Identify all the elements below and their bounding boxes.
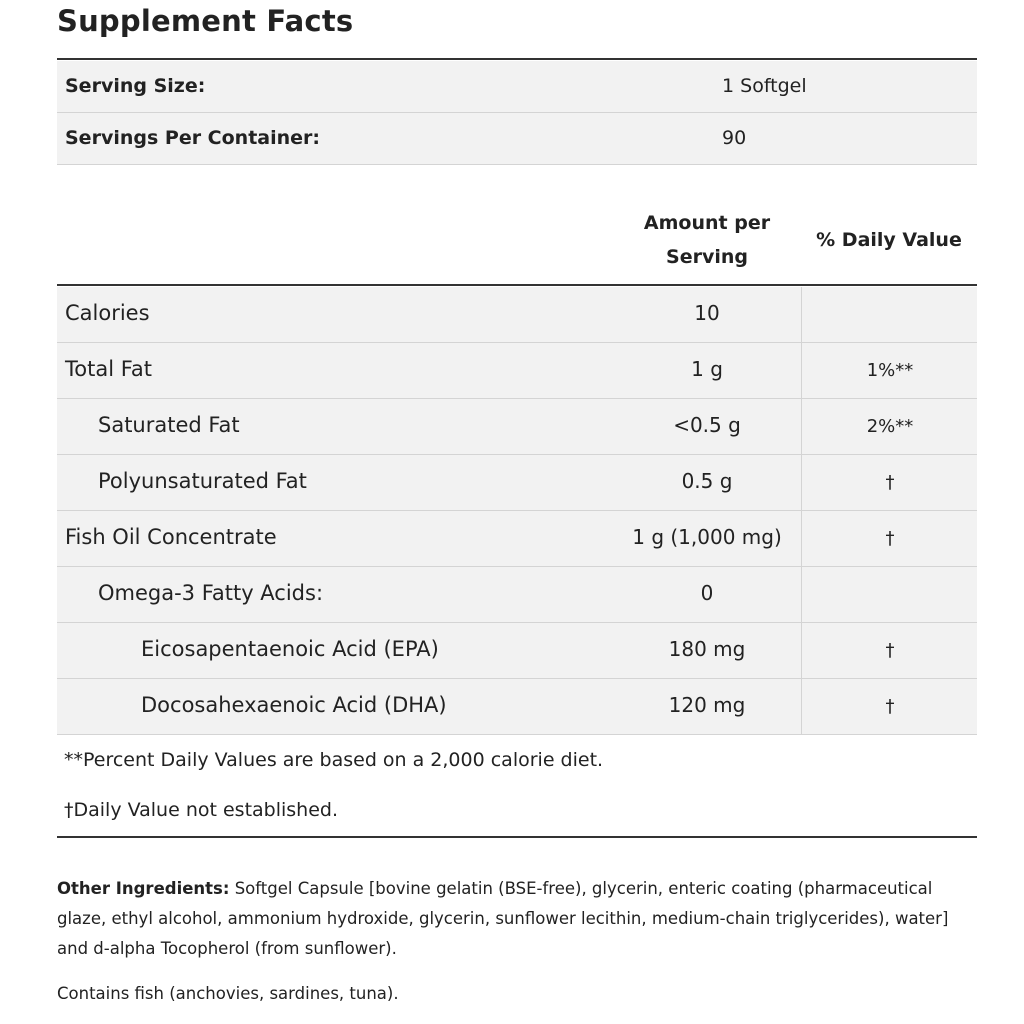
header-divider <box>57 284 977 286</box>
nutrient-name: Calories <box>65 301 150 325</box>
servings-per-container-value: 90 <box>722 127 747 149</box>
page-title: Supplement Facts <box>57 4 354 38</box>
nutrient-name: Saturated Fat <box>98 413 240 437</box>
nutrient-amount: 1 g (1,000 mg) <box>632 525 782 549</box>
table-row <box>57 455 977 511</box>
table-row <box>57 511 977 567</box>
nutrient-name: Fish Oil Concentrate <box>65 525 277 549</box>
nutrient-name: Polyunsaturated Fat <box>98 469 307 493</box>
nutrient-daily-value: † <box>801 511 978 566</box>
nutrient-amount: 180 mg <box>668 637 746 661</box>
daily-value-column-header: % Daily Value <box>816 229 962 251</box>
nutrient-name: Omega-3 Fatty Acids: <box>98 581 324 605</box>
nutrient-daily-value <box>801 567 978 622</box>
nutrient-amount: 0 <box>700 581 714 605</box>
other-ingredients <box>57 874 977 964</box>
nutrient-daily-value: † <box>801 679 978 734</box>
table-row <box>57 679 977 735</box>
nutrient-name: Eicosapentaenoic Acid (EPA) <box>141 637 439 661</box>
serving-size-row <box>57 61 977 113</box>
nutrient-name: Total Fat <box>65 357 152 381</box>
nutrient-amount: 10 <box>694 301 720 325</box>
nutrient-daily-value: 2%** <box>801 399 978 454</box>
percent-daily-value-footnote: **Percent Daily Values are based on a 2,000 calorie diet. <box>64 749 604 771</box>
daily-value-not-established-footnote: †Daily Value not established. <box>64 799 339 821</box>
servings-per-container-row <box>57 113 977 165</box>
table-row <box>57 343 977 399</box>
servings-per-container-label: Servings Per Container: <box>65 127 321 149</box>
allergen-statement: Contains fish (anchovies, sardines, tuna). <box>57 984 399 1003</box>
amount-header-line2: Serving <box>666 246 748 268</box>
nutrient-daily-value <box>801 287 978 342</box>
table-row <box>57 623 977 679</box>
other-ingredients-text: Softgel Capsule [bovine gelatin (BSE-free), glycerin, enteric coating (pharmaceutical glaze, ethyl alcohol, ammonium hydroxide, glycerin, sunflower lecithin, medium-chain triglycerides), water] and d-alpha Tocopherol (from sunflower). <box>57 879 949 958</box>
amount-header-line1: Amount per <box>643 212 771 234</box>
serving-size-label: Serving Size: <box>65 75 206 97</box>
table-row <box>57 567 977 623</box>
nutrient-amount: 1 g <box>691 357 723 381</box>
bottom-divider <box>57 836 977 838</box>
top-divider <box>57 58 977 60</box>
table-row <box>57 399 977 455</box>
nutrient-daily-value: 1%** <box>801 343 978 398</box>
nutrient-amount: <0.5 g <box>673 413 741 437</box>
nutrient-amount: 120 mg <box>668 693 746 717</box>
nutrient-name: Docosahexaenoic Acid (DHA) <box>141 693 447 717</box>
serving-size-value: 1 Softgel <box>722 75 807 97</box>
other-ingredients-label: Other Ingredients: <box>57 879 230 898</box>
nutrient-daily-value: † <box>801 623 978 678</box>
table-row <box>57 287 977 343</box>
nutrient-daily-value: † <box>801 455 978 510</box>
nutrient-amount: 0.5 g <box>681 469 733 493</box>
